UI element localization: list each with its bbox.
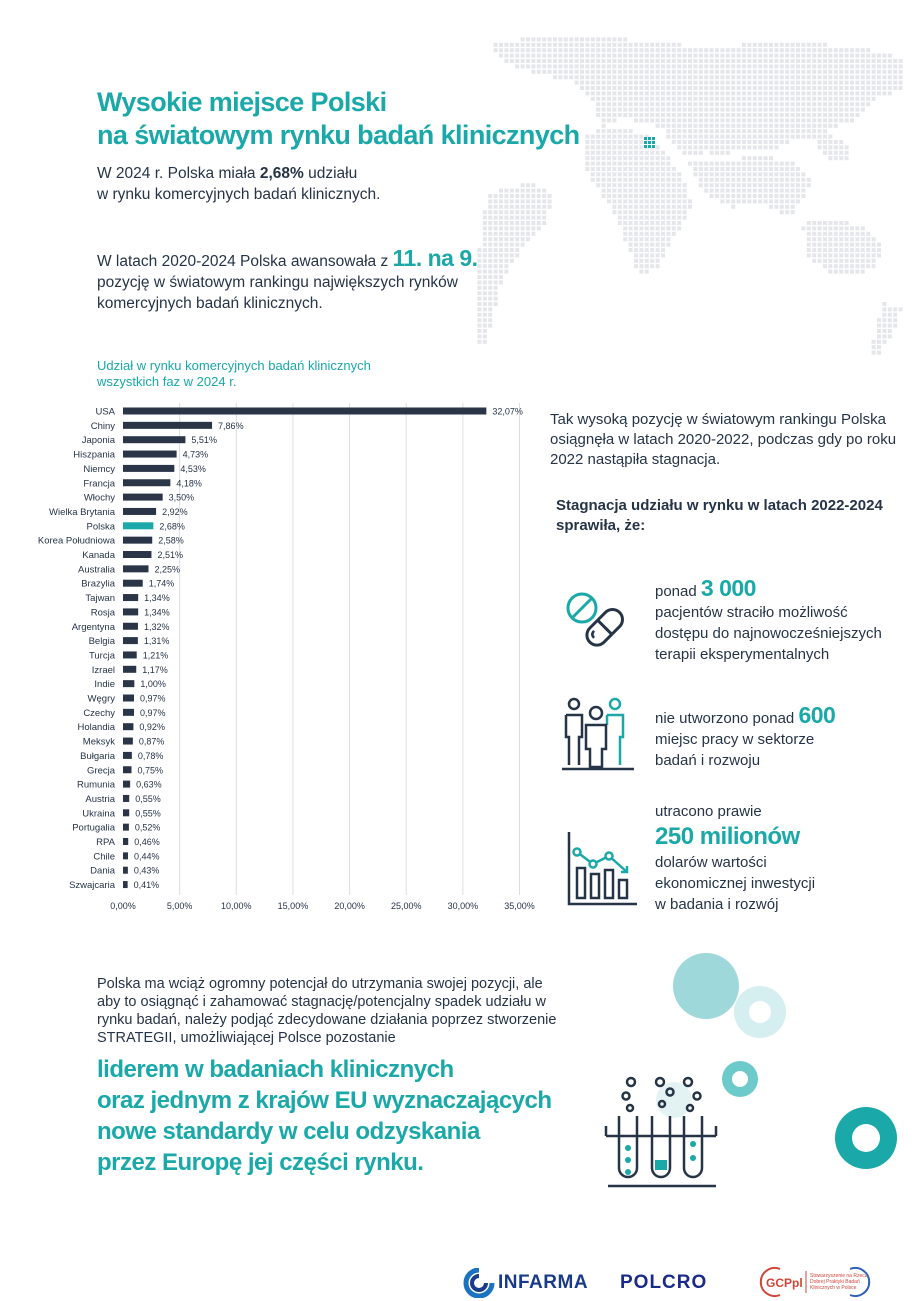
bar: [123, 494, 163, 501]
category-label: Turcja: [88, 650, 115, 662]
people-icon: [560, 695, 636, 773]
pill-icon: [562, 588, 630, 654]
stat-jobs-value: 600: [798, 702, 836, 728]
world-map: [470, 30, 910, 370]
potential-paragraph: Polska ma wciąż ogromny potencjał do utrzymania swojej pozycji, ale aby to osiągnąć i zahamować stagnację/potencjalny spadek udziału w rynku badań, należy podjąć zdecydowane działania poprzez stworzenie STRATEGII, umożliwiającej Polsce pozostanie: [97, 976, 557, 1046]
bar: [123, 666, 136, 673]
value-label: 1,34%: [144, 607, 170, 618]
share-highlight: 2,68%: [259, 165, 304, 182]
bar: [123, 695, 134, 702]
category-label: Belgia: [88, 636, 115, 648]
stat-investment-value: 250 milionów: [655, 823, 800, 850]
value-label: 2,58%: [158, 535, 184, 546]
value-label: 4,73%: [182, 449, 209, 460]
bar: [123, 436, 185, 443]
bar: [123, 809, 129, 816]
value-label: 0,97%: [139, 693, 166, 704]
value-label: 0,52%: [134, 822, 161, 833]
ranking-explanation: Tak wysoką pozycję w światowym rankingu Polska osiągnęła w latach 2020-2022, podczas gdy po roku 2022 nastąpiła stagnacja.: [550, 411, 897, 468]
infarma-logo: INFARMA: [498, 1272, 589, 1293]
bar: [123, 479, 170, 486]
category-label: Dania: [90, 865, 115, 877]
stat-patients-value: 3 000: [700, 575, 756, 601]
value-label: 1,21%: [142, 650, 169, 661]
bar: [123, 565, 148, 572]
category-label: Czechy: [83, 707, 115, 719]
category-label: Hiszpania: [73, 449, 115, 461]
x-tick-label: 10,00%: [221, 900, 252, 911]
value-label: 1,31%: [143, 636, 170, 647]
value-label: 0,78%: [137, 750, 164, 761]
value-label: 1,17%: [142, 664, 168, 675]
stat-patients: ponad 3 000 pacjentów straciło możliwość dostępu do najnowocześniejszych terapii eksperymentalnych: [655, 575, 882, 663]
value-label: 32,07%: [492, 406, 523, 417]
category-label: Węgry: [87, 693, 115, 705]
category-label: Chile: [93, 851, 115, 863]
category-label: Australia: [78, 564, 115, 576]
stat-investment: utracono prawie 250 milionów dolarów wartości ekonomicznej inwestycji w badania i rozwój: [655, 803, 816, 913]
bar: [123, 852, 128, 859]
category-label: Indie: [94, 679, 115, 691]
category-label: Chiny: [90, 420, 115, 432]
value-label: 0,46%: [134, 837, 160, 847]
bar: [123, 580, 143, 587]
category-label: Bułgaria: [80, 750, 115, 762]
value-label: 1,00%: [140, 679, 166, 690]
category-label: RPA: [96, 837, 115, 848]
intro-share: W 2024 r. Polska miała 2,68% udziału w rynku komercyjnych badań klinicznych.: [97, 165, 381, 203]
stagnation-title: Stagnacja udziału w rynku w latach 2022-2024 sprawiła, że:: [556, 497, 883, 534]
declining-chart-icon: [565, 830, 639, 908]
bar: [123, 838, 128, 845]
gcp-logo: GCPpl: [766, 1276, 803, 1290]
value-label: 1,32%: [143, 621, 170, 632]
value-label: 5,51%: [191, 435, 217, 446]
category-label: Tajwan: [85, 593, 115, 605]
intro-ranking: W latach 2020-2024 Polska awansowała z 11. na 9. pozycję w światowym rankingu największych rynków komercyjnych badań klinicznych.: [97, 245, 478, 312]
value-label: 0,97%: [139, 707, 166, 718]
x-tick-label: 35,00%: [504, 900, 535, 911]
polcro-logo: POLCRO: [620, 1272, 708, 1293]
bar: [123, 709, 134, 716]
x-tick-label: 30,00%: [447, 900, 479, 911]
category-label: Korea Południowa: [37, 535, 115, 547]
bar: [123, 537, 152, 544]
value-label: 4,53%: [180, 463, 206, 474]
infarma-logo-icon: [463, 1268, 495, 1298]
value-label: 2,51%: [157, 550, 183, 560]
category-label: Holandia: [77, 722, 115, 734]
x-tick-label: 20,00%: [334, 900, 365, 911]
category-label: Polska: [86, 521, 115, 533]
value-label: 0,92%: [139, 722, 165, 733]
category-label: Niemcy: [83, 463, 115, 475]
value-label: 3,50%: [168, 492, 195, 503]
value-label: 0,87%: [138, 736, 165, 747]
bar: [123, 608, 138, 615]
value-label: 1,74%: [148, 578, 175, 589]
stat-jobs: nie utworzono ponad 600 miejsc pracy w sektorze badań i rozwoju: [655, 702, 836, 769]
category-label: Szwajcaria: [69, 880, 115, 892]
category-label: Francja: [83, 478, 115, 490]
category-label: Grecja: [87, 765, 115, 777]
x-tick-label: 5,00%: [166, 900, 193, 911]
bar: [123, 680, 134, 687]
bar: [123, 451, 177, 458]
category-label: USA: [95, 406, 115, 418]
value-label: 7,86%: [218, 420, 244, 431]
category-label: Meksyk: [82, 736, 115, 748]
category-label: Rosja: [90, 607, 115, 619]
category-label: Wielka Brytania: [49, 506, 115, 518]
bar: [123, 408, 486, 415]
category-label: Ukraina: [82, 808, 115, 820]
bar: [123, 508, 156, 515]
bar-highlight: [123, 522, 153, 529]
value-label: 2,68%: [159, 521, 185, 532]
bar: [123, 795, 129, 802]
bar: [123, 867, 128, 874]
category-label: Japonia: [81, 435, 115, 447]
bar: [123, 465, 174, 472]
strategy-statement: liderem w badaniach klinicznych oraz jednym z krajów EU wyznaczających nowe standardy w celu odzyskania przez Europę jej części rynku.: [97, 1056, 552, 1176]
x-tick-label: 0,00%: [110, 900, 136, 911]
value-label: 2,92%: [162, 506, 188, 517]
value-label: 0,63%: [136, 779, 162, 790]
gcp-logo-subtitle: Stowarzyszenie na Rzecz Dobrej Praktyki Badań Klinicznych w Polsce: [810, 1273, 868, 1291]
value-label: 2,25%: [154, 564, 181, 575]
bar: [123, 594, 138, 601]
category-label: Izrael: [91, 664, 115, 676]
bar: [123, 766, 131, 773]
category-label: Portugalia: [72, 822, 115, 834]
ranking-highlight: 11. na 9.: [392, 245, 478, 271]
category-label: Włochy: [83, 492, 115, 504]
category-label: Brazylia: [81, 578, 115, 590]
value-label: 1,34%: [144, 593, 170, 604]
bar: [123, 824, 129, 831]
value-label: 0,41%: [133, 880, 160, 891]
category-label: Austria: [85, 793, 115, 805]
value-label: 4,18%: [176, 478, 202, 489]
bar: [123, 422, 212, 429]
market-share-bar-chart: [0, 395, 545, 915]
bar: [123, 651, 137, 658]
poland-marker: [644, 137, 655, 148]
value-label: 0,55%: [135, 793, 161, 804]
page-title: Wysokie miejsce Polski na światowym rynku badań klinicznych: [97, 87, 580, 150]
value-label: 0,43%: [133, 865, 160, 876]
bar: [123, 637, 138, 644]
test-tubes-icon: [600, 1074, 724, 1190]
bar: [123, 738, 133, 745]
category-label: Argentyna: [71, 621, 115, 633]
value-label: 0,75%: [137, 765, 164, 776]
bar: [123, 723, 133, 730]
chart-title: Udział w rynku komercyjnych badań klinicznych wszystkich faz w 2024 r.: [97, 358, 371, 389]
x-tick-label: 25,00%: [390, 900, 422, 911]
bar: [123, 752, 132, 759]
bar: [123, 623, 138, 630]
category-label: Kanada: [82, 550, 115, 561]
bar: [123, 551, 151, 558]
x-tick-label: 15,00%: [277, 900, 309, 911]
bar: [123, 781, 130, 788]
value-label: 0,55%: [135, 808, 161, 819]
category-label: Rumunia: [76, 779, 115, 791]
bar: [123, 881, 128, 888]
value-label: 0,44%: [133, 851, 160, 862]
